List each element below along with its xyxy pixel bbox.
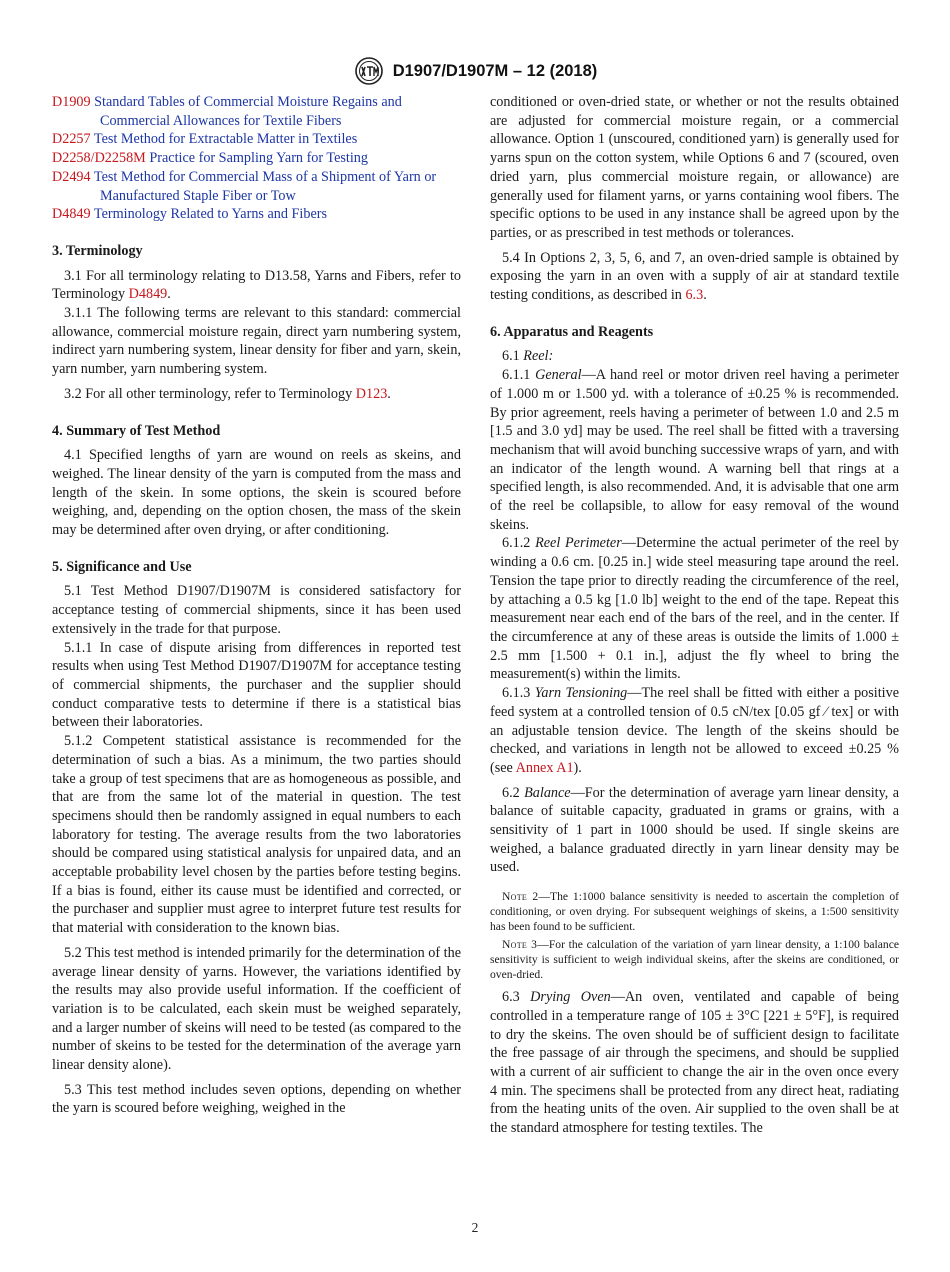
section-6-heading: 6. Apparatus and Reagents <box>490 323 654 340</box>
reference-title[interactable]: Test Method for Extractable Matter in Textiles <box>93 131 358 148</box>
para-5-1-1: 5.1.1 In case of dispute arising from differences in reported test results when using Test Method D1907/D1907M for acceptance testing of commercial shipments, the purchaser and the supplier should conduct comparative tests to determine if there is a statistical bias between their laboratories. <box>52 639 461 731</box>
para-5-1-2: 5.1.2 Competent statistical assistance is recommended for the determination of such a bias. As a minimum, the two parties should take a group of test specimens that are as homogeneous as possible, and that are from the same lot of the material in question. The test specimens should then be randomly assigned in equal numbers to each laboratory for testing. The average results from the two laboratories should be compared using statistical analysis for unpaired data, and an acceptable probability level chosen by the parties before testing begins. If a bias is found, either its cause must be identified and corrected, or the purchaser and supplier must agree to interpret future test results for that material with consideration to the known bias. <box>52 733 461 937</box>
reference-code[interactable]: D2494 <box>52 168 91 185</box>
para-6-2: 6.2 Balance—For the determination of average yarn linear density, a balance of suitable capacity, graduated in grams or grains, with a sensitivity of 1 part in 1000 should be used. If single skeins are weighed, a balance graduated directly in yarn linear density may be used. <box>490 784 900 876</box>
document-id: D1907/D1907M – 12 (2018) <box>392 61 598 80</box>
section-4-heading: 4. Summary of Test Method <box>52 422 221 439</box>
para-5-4: 5.4 In Options 2, 3, 5, 6, and 7, an oven-dried sample is obtained by exposing the yarn in an oven with a supply of air at standard textile testing conditions, as described in 6.3. <box>490 249 899 304</box>
reference-code[interactable]: D2258/D2258M <box>52 150 146 167</box>
page-number: 2 <box>471 1220 479 1235</box>
reference-code[interactable]: D2257 <box>52 131 91 148</box>
para-6-1-1: 6.1.1 General—A hand reel or motor driven reel having a perimeter of 1.000 m or 1.500 yd. with a tolerance of ±0.25 % is recommended. By prior agreement, reels having a perimeter of between 1.0 and 2.5 m [1.5 and 3.0 yd] may be used. The reel shall be fitted with a traversing mechanism that will avoid bunching successive wraps of yarn, and with an indicator of the length wound. A warning bell that rings at a specified length, is also recommended. And, it is advisable that one arm of the reel be collapsible, to allow for easy removal of the wound skeins. <box>490 367 899 533</box>
xref-link[interactable]: D4849 <box>128 286 168 303</box>
left-column <box>52 93 461 1118</box>
xref-link[interactable]: D123 <box>355 385 388 402</box>
section-5-heading: 5. Significance and Use <box>52 558 192 575</box>
page-header <box>0 56 950 86</box>
reference-title[interactable]: Practice for Sampling Yarn for Testing <box>149 150 368 167</box>
para-6-1-2: 6.1.2 Reel Perimeter—Determine the actual perimeter of the reel by winding a 0.6 cm. [0.25 in.] wide steel measuring tape around the reel. Tension the tape prior to directly reading the circumference of the reel, by attaching a 0.5 kg [1.0 lb] weight to the end of the tape. Repeat this measurement near each end of the bars of the reel, and in the center. If the circumference at any of these areas is outside the limits of 1.000 ± 2.5 mm [1.500 + 0.1 in.], adjust the fly wheel to bring the measurement(s) within the limits. <box>490 535 899 683</box>
para-3-1-1: 3.1.1 The following terms are relevant to this standard: commercial allowance, commercial moisture regain, direct yarn numbering system, indirect yarn numbering system, linear density for fiber and yarn, skein, yarn number, yarn numbering system. <box>52 305 461 378</box>
para-5-3-start: 5.3 This test method includes seven options, depending on whether the yarn is scoured before weighing, weighed in the <box>52 1081 461 1117</box>
xref-link[interactable]: Annex A1 <box>515 759 574 776</box>
para-3-1: 3.1 For all terminology relating to D13.58, Yarns and Fibers, refer to Terminology D4849. <box>52 267 461 303</box>
para-6-3: 6.3 Drying Oven—An oven, ventilated and capable of being controlled in a temperature range of 105 ± 3°C [221 ± 5°F], is required to dry the skeins. The oven should be of sufficient design to facilitate the free passage of air through the specimens, and should be supplied with a current of air sufficient to change the air in the oven once every 4 min. The specimens shall be protected from any direct heat, radiating from the heating units of the oven. Air supplied to the oven shall be at the standard atmosphere for testing textiles. The <box>490 989 900 1137</box>
astm-logo-icon <box>353 56 385 86</box>
para-6-1-3: 6.1.3 Yarn Tensioning—The reel shall be fitted with either a positive feed system at a controlled tension of 0.5 cN/tex [0.05 gf ⁄ tex] or with an adjustable tension device. The length of the skeins should be checked, and variations in length not be allowed to exceed ±0.25 % (see Annex A1). <box>490 685 900 776</box>
reference-item <box>52 130 461 149</box>
reference-code[interactable]: D1909 <box>52 94 91 110</box>
reference-item <box>52 205 461 224</box>
para-5-3-continued: conditioned or oven-dried state, or whether or not the results obtained are adjusted for commercial moisture regain, or a commercial allowance. Option 1 (unscoured, conditioned yarn) is generally used for yarns spun on the cotton system, while Options 6 and 7 (scoured, oven dried yarn, plus commercial moisture regain, or allowance) are generally used for filament yarns, or yarns containing wool fibers. The specific options to be used in any instance shall be agreed upon by the parties, or as prescribed in test methods or tolerances. <box>490 94 899 241</box>
reference-item <box>52 149 461 168</box>
reference-code[interactable]: D4849 <box>52 206 91 223</box>
right-column <box>490 93 899 1138</box>
para-4-1: 4.1 Specified lengths of yarn are wound on reels as skeins, and weighed. The linear density of the yarn is computed from the mass and length of the skein. In some options, the skein is scoured before weighing, and, depending on the option chosen, the mass of the skein may be determined after oven drying, or after conditioning. <box>52 447 461 539</box>
section-3-heading: 3. Terminology <box>52 242 143 259</box>
reference-item <box>52 168 461 205</box>
para-3-2: 3.2 For all other terminology, refer to Terminology D123. <box>64 385 391 402</box>
note-3: Note 3—For the calculation of the variation of yarn linear density, a 1:100 balance sensitivity is sufficient to weigh individual skeins, after the skeins are conditioned, or oven-dried. <box>490 938 899 982</box>
para-5-1: 5.1 Test Method D1907/D1907M is considered satisfactory for acceptance testing of commercial shipments, since it has been used extensively in the trade for that purpose. <box>52 583 461 637</box>
note-2: Note 2—The 1:1000 balance sensitivity is needed to ascertain the completion of conditioning, or oven drying. For subsequent weighings of skeins, a 1:500 sensitivity has been found to be sufficient. <box>490 890 899 934</box>
reference-item <box>52 93 461 130</box>
xref-link[interactable]: 6.3 <box>685 287 704 304</box>
para-5-2: 5.2 This test method is intended primarily for the determination of the average linear density of yarns. However, the variations identified by the results may also provide useful information. If the coefficient of variation is to be calculated, each skein must be weighed separately, and a larger number of skeins will need to be tested (as compared to the number of skeins to be tested for the determination of the average yarn linear density alone). <box>52 944 461 1074</box>
reference-title[interactable]: Test Method for Commercial Mass of a Shipment of Yarn or Manufactured Staple Fiber or Tow <box>93 168 437 204</box>
reference-title[interactable]: Standard Tables of Commercial Moisture Regains and Commercial Allowances for Textile Fibers <box>94 94 402 129</box>
reference-title[interactable]: Terminology Related to Yarns and Fibers <box>93 206 327 223</box>
para-6-1: 6.1 Reel: <box>502 348 554 365</box>
